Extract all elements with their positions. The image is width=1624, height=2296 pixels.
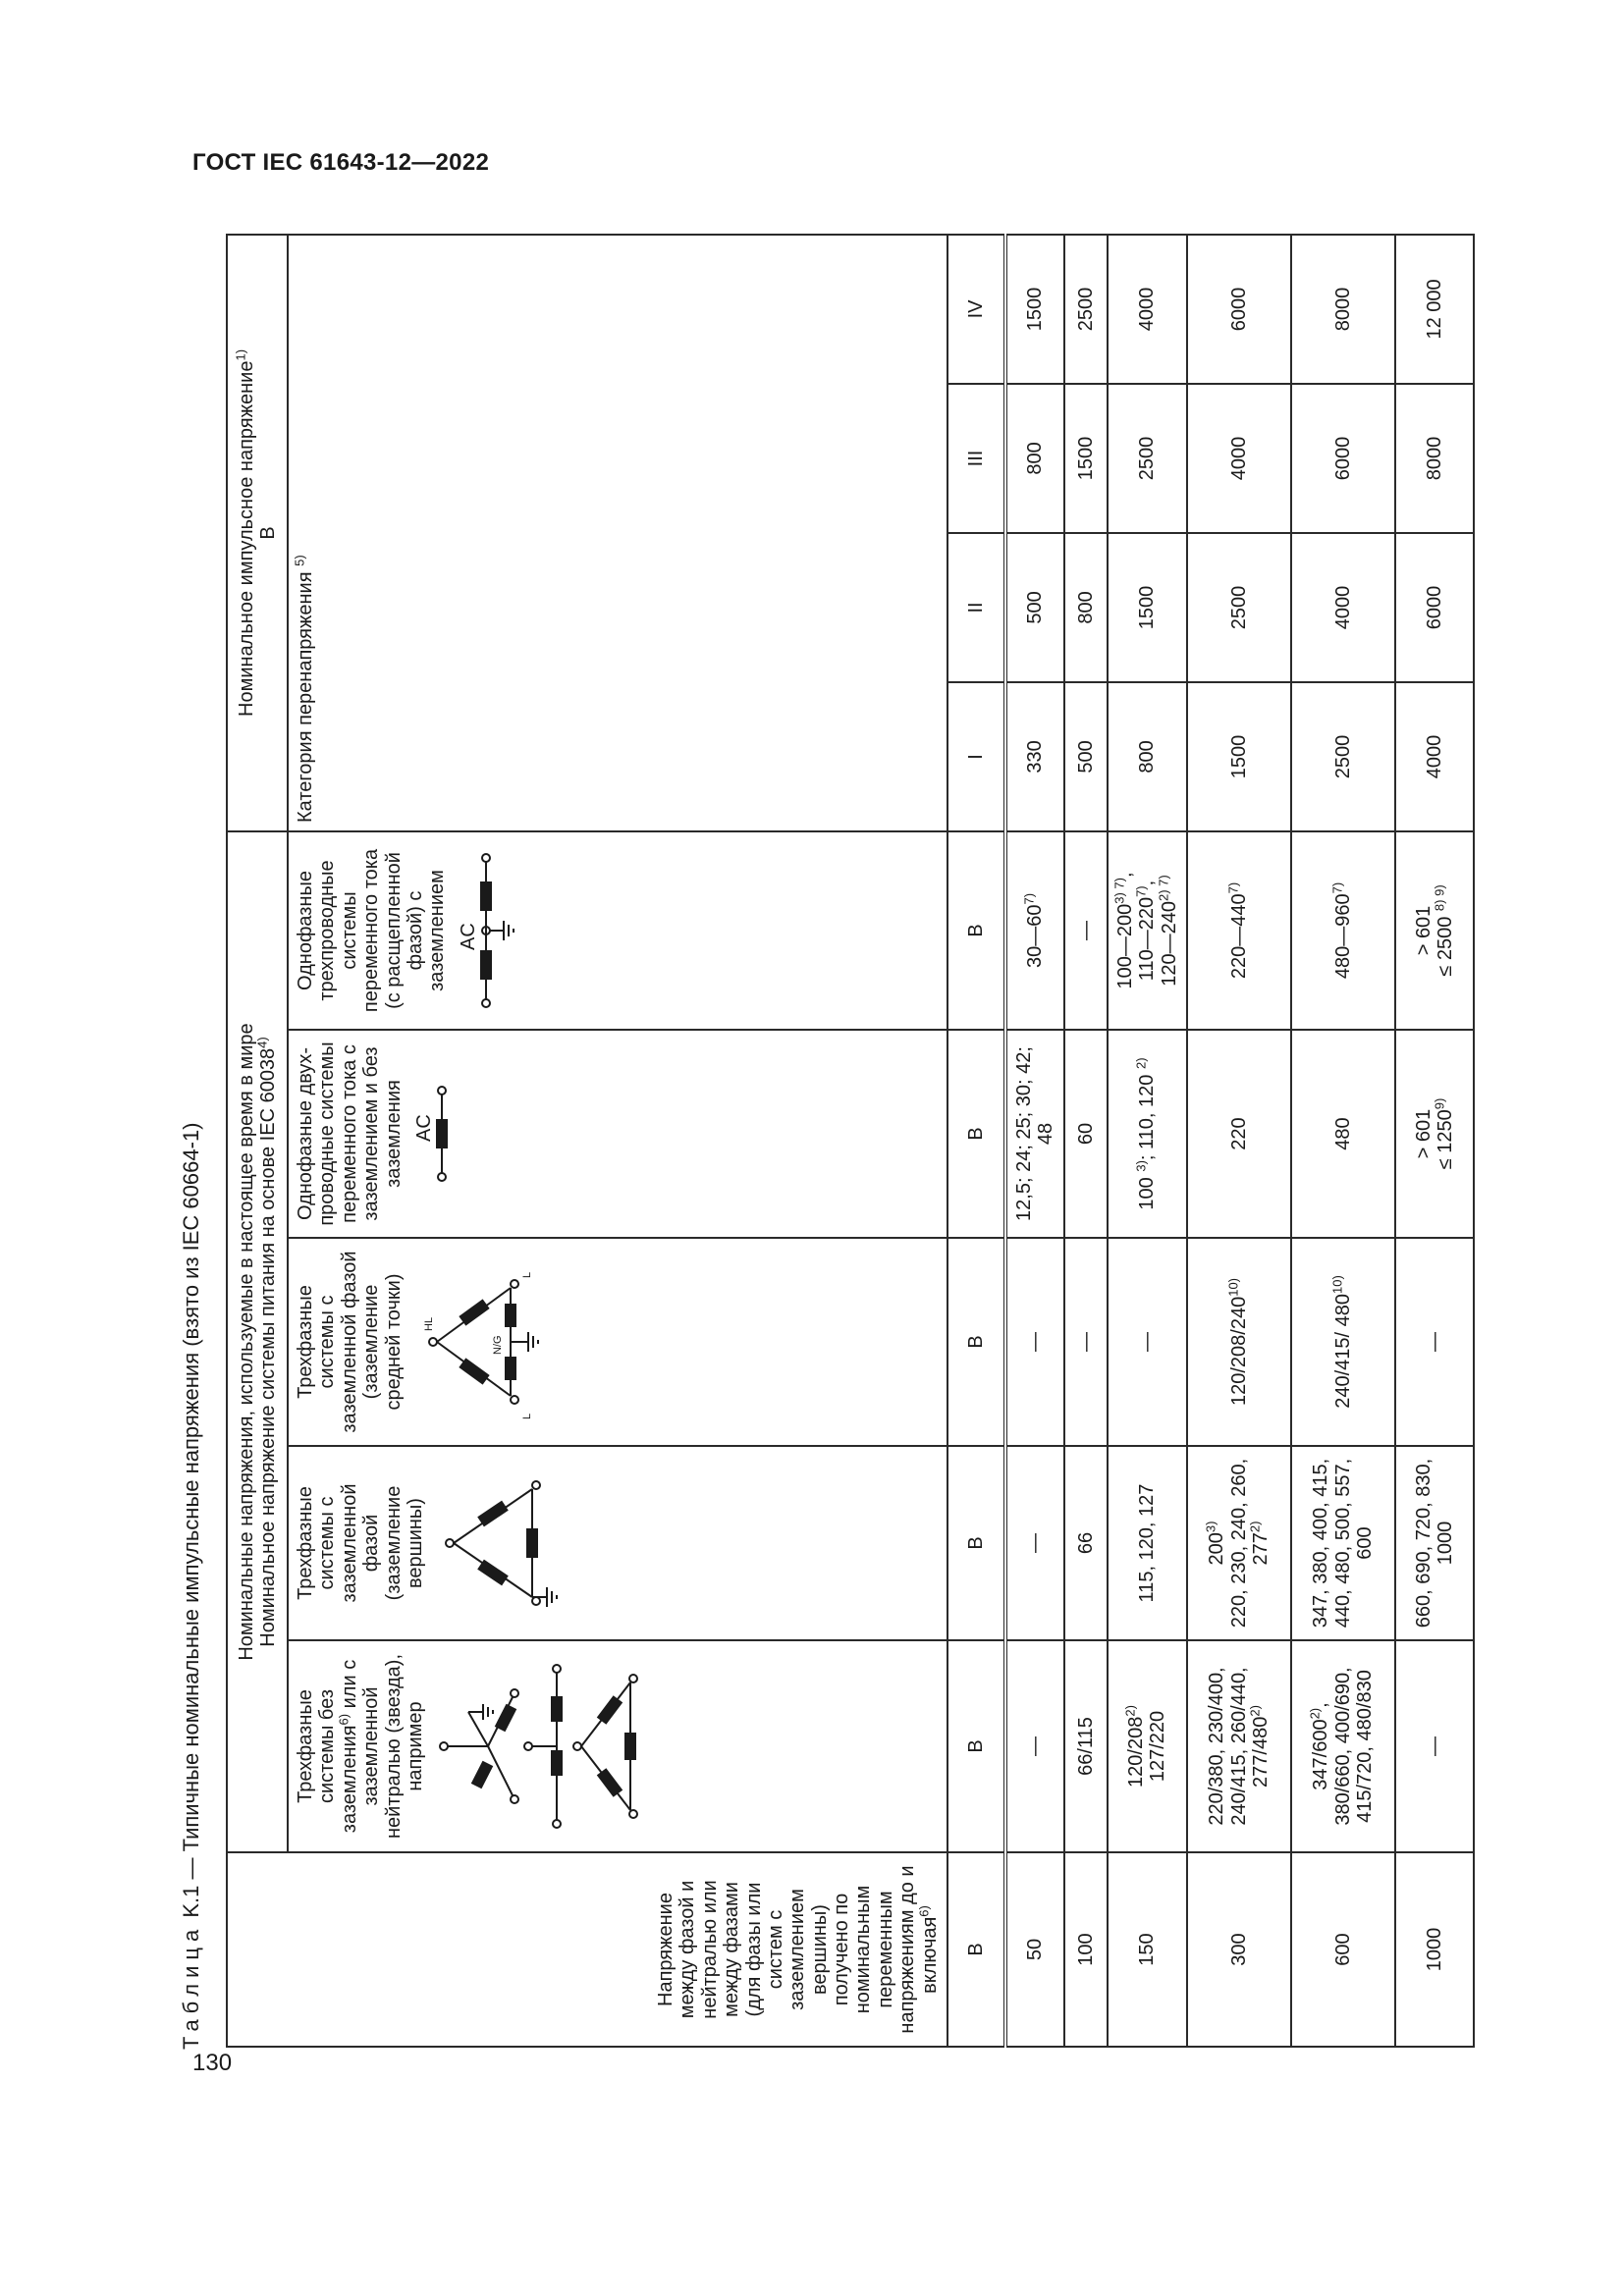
- world-voltages-sup: 4): [254, 1037, 270, 1048]
- midpoint-cell: —: [1395, 1238, 1474, 1446]
- star-sup-a: 2): [1122, 1705, 1138, 1717]
- corner-grounded-delta-symbol: [434, 1455, 562, 1631]
- three-wire-value-c: 120—240: [1158, 900, 1180, 987]
- three-wire-value-a: 100—200: [1113, 903, 1136, 989]
- category-label-IV: IV: [947, 235, 1005, 384]
- three-wire-cell: [1005, 831, 1064, 1030]
- midpoint-sup: 10): [1329, 1275, 1345, 1295]
- cat-II-cell: 6000: [1395, 533, 1474, 682]
- two-wire-sup-a: 3): [1133, 1160, 1149, 1172]
- midpoint-cell: —: [1108, 1238, 1187, 1446]
- two-wire-cell: 220: [1187, 1030, 1291, 1238]
- cat-I-cell: 4000: [1395, 682, 1474, 831]
- caption-prefix: Таблица: [179, 1923, 203, 2050]
- unit-cell-1: В: [947, 1640, 1005, 1852]
- three-wire-value-a: > 601: [1412, 905, 1435, 956]
- corner-cell: [1187, 1446, 1291, 1640]
- table-row: [1395, 235, 1474, 2047]
- cat-IV-cell: 8000: [1291, 235, 1395, 384]
- unit-cell-2: В: [947, 1446, 1005, 1640]
- star-value-a: 120/208: [1125, 1716, 1148, 1788]
- corner-sup-b: 2): [1247, 1521, 1263, 1533]
- ng-label: N/G: [491, 1335, 504, 1355]
- corner-cell: 660, 690, 720, 830, 1000: [1395, 1446, 1474, 1640]
- col0-header: [227, 1852, 947, 2047]
- corner-sup-a: 3): [1203, 1521, 1218, 1533]
- cat-I-cell: 500: [1064, 682, 1108, 831]
- three-wire-sup: 7): [1329, 881, 1345, 894]
- cat-II-cell: 1500: [1108, 533, 1187, 682]
- col2-header: [288, 1446, 947, 1640]
- two-wire-value-a: > 601: [1412, 1108, 1435, 1159]
- star-value-b: 380/660, 400/690, 415/720, 480/830: [1331, 1667, 1377, 1826]
- unit-cell-4: В: [947, 1030, 1005, 1238]
- two-wire-sup-b: 9): [1432, 1097, 1447, 1110]
- category-header-sup: 5): [292, 555, 307, 566]
- three-wire-sup-b: 7): [1133, 885, 1149, 897]
- col4-header-text: Однофазные двух-проводные системы переменного тока с заземлением и без заземления: [295, 1041, 405, 1226]
- two-wire-cell: 12,5; 24; 25; 30; 42; 48: [1005, 1030, 1064, 1238]
- three-wire-cell: [1395, 831, 1474, 1030]
- corner-cell: —: [1005, 1446, 1064, 1640]
- corner-value-a: 200: [1206, 1532, 1228, 1566]
- unit-cell-0: В: [947, 1852, 1005, 2047]
- page-number: 130: [192, 2050, 233, 2076]
- cat-III-cell: 1500: [1064, 384, 1108, 533]
- cat-II-cell: 4000: [1291, 533, 1395, 682]
- midpoint-value: 120/208/240: [1227, 1296, 1250, 1407]
- voltage-table: [226, 234, 1475, 2048]
- midpoint-sup: 10): [1225, 1277, 1241, 1297]
- three-wire-cell: [1187, 831, 1291, 1030]
- two-wire-ac-symbol: [412, 1039, 461, 1229]
- unit-row: [947, 235, 1005, 2047]
- midpoint-cell: [1291, 1238, 1395, 1446]
- col3-header: [288, 1238, 947, 1446]
- three-wire-value-b: 110—220: [1136, 896, 1159, 982]
- three-wire-sup: 7): [1225, 881, 1241, 894]
- document-header: ГОСТ IEC 61643-12—2022: [192, 149, 490, 176]
- table-caption: [167, 1009, 216, 2050]
- impulse-voltage-unit: В: [257, 526, 279, 540]
- cat-IV-cell: 6000: [1187, 235, 1291, 384]
- star-value: 220/380, 230/400, 240/415, 260/440, 277/480: [1206, 1667, 1272, 1826]
- table-row: [1291, 235, 1395, 2047]
- cat-II-cell: 2500: [1187, 533, 1291, 682]
- category-label-I: I: [947, 682, 1005, 831]
- col2-header-text: Трехфазные системы с заземленной фазой (заземление вершины): [295, 1483, 426, 1603]
- star-sup-a: 2): [1307, 1707, 1323, 1720]
- three-wire-ac-symbol: [457, 840, 525, 1021]
- three-wire-sup: 7): [1021, 892, 1037, 905]
- two-wire-cell: [1108, 1030, 1187, 1238]
- corner-cell: 115, 120, 127: [1108, 1446, 1187, 1640]
- col5-header-text: Однофазные трехпроводные системы переменного тока (с расщепленной фазой) с заземлением: [295, 848, 449, 1013]
- two-wire-cell: 60: [1064, 1030, 1108, 1238]
- cat-I-cell: 1500: [1187, 682, 1291, 831]
- cat-I-cell: 2500: [1291, 682, 1395, 831]
- two-wire-cell: 480: [1291, 1030, 1395, 1238]
- col3-header-text: Трехфазные системы с заземленной фазой (заземление средней точки): [295, 1251, 405, 1433]
- unit-cell-5: В: [947, 831, 1005, 1030]
- col1-header: [288, 1640, 947, 1852]
- col0-header-sup: 6): [916, 1905, 931, 1917]
- star-cell: —: [1395, 1640, 1474, 1852]
- cat-IV-cell: 4000: [1108, 235, 1187, 384]
- impulse-voltage-header: [227, 235, 288, 831]
- three-wire-value: 480—960: [1331, 893, 1354, 980]
- star-cell: [1108, 1640, 1187, 1852]
- midpoint-value: 240/415/ 480: [1331, 1294, 1354, 1409]
- rotated-table: [226, 236, 1475, 2048]
- voltage-cell: 50: [1005, 1852, 1064, 2047]
- table-row: [1108, 235, 1187, 2047]
- voltage-cell: 150: [1108, 1852, 1187, 2047]
- two-wire-cell: [1395, 1030, 1474, 1238]
- hl-label: HL: [422, 1316, 435, 1331]
- three-wire-value: 220—440: [1227, 893, 1250, 980]
- corner-cell: 347, 380, 400, 415, 440, 480, 500, 557, 600: [1291, 1446, 1395, 1640]
- star-cell: 347/600$^{2)}$, 380/660, 400/690, 415/720, 480/830: [1291, 1640, 1395, 1852]
- midpoint-cell: [1187, 1238, 1291, 1446]
- voltage-cell: 600: [1291, 1852, 1395, 2047]
- three-wire-value: 30—60: [1024, 904, 1047, 969]
- two-wire-value-b: ≤ 1250: [1435, 1109, 1456, 1170]
- col4-header: [288, 1030, 947, 1238]
- star-cell: [1187, 1640, 1291, 1852]
- cat-III-cell: 8000: [1395, 384, 1474, 533]
- cat-II-cell: 800: [1064, 533, 1108, 682]
- table-row: [1005, 235, 1064, 2047]
- cat-III-cell: 2500: [1108, 384, 1187, 533]
- impulse-voltage-sup: 1): [232, 348, 247, 361]
- cat-IV-cell: 1500: [1005, 235, 1064, 384]
- two-wire-sup-b: 2): [1133, 1057, 1149, 1070]
- cat-III-cell: 6000: [1291, 384, 1395, 533]
- midpoint-cell: —: [1064, 1238, 1108, 1446]
- l-label-right: L: [520, 1271, 533, 1278]
- star-sup: 2): [1247, 1705, 1263, 1717]
- three-wire-value-b: ≤ 2500: [1435, 911, 1456, 977]
- table-row: [1064, 235, 1108, 2047]
- two-wire-value-a: 100: [1136, 1171, 1159, 1210]
- three-wire-ac-label: AC: [457, 923, 479, 950]
- col1-header-text: Трехфазные системы без заземления: [295, 1689, 360, 1834]
- col5-header: [288, 831, 947, 1030]
- cat-II-cell: 500: [1005, 533, 1064, 682]
- table-caption-wrap: [167, 1009, 216, 2050]
- cat-III-cell: 800: [1005, 384, 1064, 533]
- three-wire-sup-b: 8) 9): [1432, 884, 1447, 912]
- impulse-voltage-title: Номинальное импульсное напряжение: [235, 360, 257, 717]
- col1-header-sup: 6): [336, 1713, 352, 1726]
- corner-value-b: 220, 230, 240, 260, 277: [1227, 1458, 1272, 1629]
- voltage-cell: 1000: [1395, 1852, 1474, 2047]
- star-system-symbol: [434, 1649, 640, 1843]
- star-cell: 66/115: [1064, 1640, 1108, 1852]
- header-row-1: [227, 235, 288, 2047]
- world-voltages-header: [227, 831, 288, 1852]
- voltage-cell: 100: [1064, 1852, 1108, 2047]
- voltage-cell: 300: [1187, 1852, 1291, 2047]
- cat-I-cell: 800: [1108, 682, 1187, 831]
- caption-text: K.1 — Типичные номинальные импульсные напряжения (взято из IEC 60664-1): [179, 1122, 203, 1924]
- category-label-II: II: [947, 533, 1005, 682]
- midpoint-cell: —: [1005, 1238, 1064, 1446]
- world-voltages-line2: Номинальное напряжение системы питания на основе IEC 60038: [257, 1047, 279, 1647]
- header-row-2: [288, 235, 947, 2047]
- two-wire-value-b: ; 110, 120: [1136, 1069, 1159, 1161]
- table-row: [1187, 235, 1291, 2047]
- unit-cell-3: В: [947, 1238, 1005, 1446]
- star-value-a: 347/600: [1310, 1719, 1332, 1790]
- l-label-left: L: [520, 1413, 533, 1419]
- cat-IV-cell: 12 000: [1395, 235, 1474, 384]
- category-header: [288, 235, 947, 831]
- cat-I-cell: 330: [1005, 682, 1064, 831]
- col0-header-text: Напряжение между фазой и нейтралью или между фазами (для фазы или систем с заземлением вершины) получено по номинальным переменным напряжениям до и включая: [654, 1865, 941, 2034]
- three-wire-sup-c: 2) 7): [1155, 875, 1170, 901]
- cat-IV-cell: 2500: [1064, 235, 1108, 384]
- cat-III-cell: 4000: [1187, 384, 1291, 533]
- col1-header-text2: или с заземленной нейтралью (звезда), например: [338, 1653, 426, 1840]
- star-cell: —: [1005, 1640, 1064, 1852]
- three-wire-cell: $100—200^{3) 7)}$, 110—220$^{7)}$, $120—240^{2) 7)}$: [1108, 831, 1187, 1030]
- category-header-text: Категория перенапряжения: [295, 565, 316, 823]
- category-label-III: III: [947, 384, 1005, 533]
- midpoint-grounded-delta-symbol: [412, 1247, 550, 1437]
- two-wire-ac-label: AC: [412, 1114, 435, 1142]
- corner-cell: 66: [1064, 1446, 1108, 1640]
- three-wire-cell: [1291, 831, 1395, 1030]
- three-wire-sup-a: 3) 7): [1111, 878, 1127, 904]
- world-voltages-line1: Номинальные напряжения, используемые в настоящее время в мире: [235, 1023, 257, 1661]
- three-wire-cell: —: [1064, 831, 1108, 1030]
- star-value-b: 127/220: [1147, 1710, 1169, 1783]
